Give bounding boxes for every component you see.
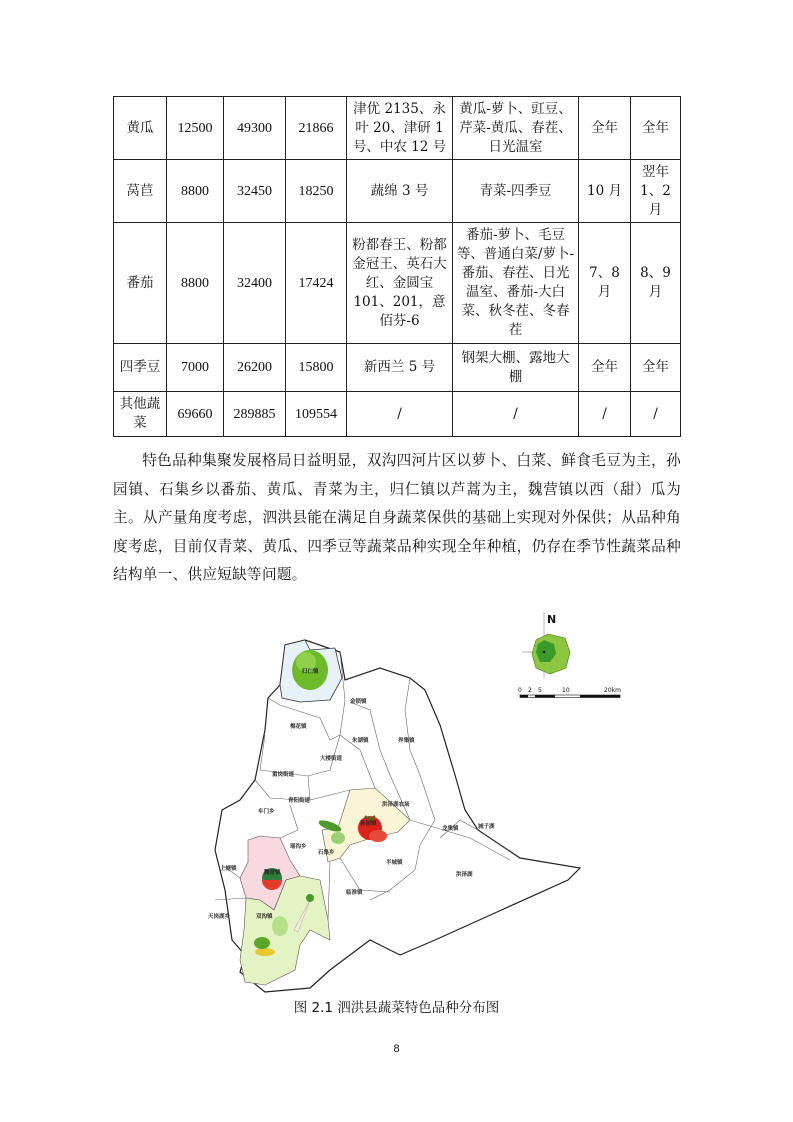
- table-row: [114, 97, 681, 160]
- cell-name: 番茄: [114, 223, 167, 344]
- north-arrow: [522, 612, 570, 678]
- scale-label-5: 5: [538, 687, 542, 694]
- cell-mode: 番茄-萝卜、毛豆等、普通白菜/萝卜-番茄、春茬、日光温室、番茄-大白菜、秋冬茬、冬春茬: [453, 223, 579, 344]
- scale-label-20km: 20km: [604, 687, 621, 694]
- table-row: [114, 223, 681, 344]
- cell-area: 69660: [167, 392, 224, 437]
- figure-caption: 图 2.1 泗洪县蔬菜特色品种分布图: [293, 1000, 500, 1016]
- scale-label-0: 0: [518, 687, 522, 694]
- cell-sow: 10 月: [579, 160, 631, 223]
- table-row: [114, 160, 681, 223]
- vegetable-table: [113, 96, 681, 437]
- cell-sow: 全年: [579, 97, 631, 160]
- scale-bar: [518, 687, 621, 698]
- cell-output: 26200: [224, 344, 286, 392]
- label-shangtang: 上塘镇: [220, 866, 237, 872]
- cell-name: 莴苣: [114, 160, 167, 223]
- cell-area: 7000: [167, 344, 224, 392]
- map-svg: [208, 600, 621, 990]
- label-jinsuo: 金锁镇: [350, 699, 367, 705]
- cell-mode: 黄瓜-萝卜、豇豆、芹菜-黄瓜、春茬、日光温室: [453, 97, 579, 160]
- cell-harvest: /: [631, 392, 681, 437]
- cell-supply: 18250: [286, 160, 347, 223]
- cell-mode: 青菜-四季豆: [453, 160, 579, 223]
- label-chengzihu: 城子湖: [478, 824, 495, 830]
- label-meihua: 梅花镇: [290, 724, 307, 730]
- label-yaogou: 瑶沟乡: [290, 844, 307, 850]
- label-bancheng: 半城镇: [386, 860, 403, 866]
- cell-output: 49300: [224, 97, 286, 160]
- cell-varieties: 蔬绵 3 号: [347, 160, 453, 223]
- label-hongzehu: 洪泽湖: [456, 872, 473, 878]
- cell-output: 32400: [224, 223, 286, 344]
- label-shiji: 石集乡: [318, 850, 335, 856]
- label-zhuhu: 朱湖镇: [352, 738, 369, 744]
- distribution-map: [208, 600, 621, 990]
- page-number: 8: [393, 1043, 400, 1055]
- cell-sow: /: [579, 392, 631, 437]
- cell-varieties: 新西兰 5 号: [347, 344, 453, 392]
- cell-area: 8800: [167, 223, 224, 344]
- cell-supply: 17424: [286, 223, 347, 344]
- label-tiangang: 天岗湖乡: [208, 914, 231, 920]
- label-guiren: 归仁镇: [302, 669, 319, 675]
- cell-harvest: 翌年 1、2 月: [631, 160, 681, 223]
- cell-output: 289885: [224, 392, 286, 437]
- cabbage-icon: [272, 916, 288, 936]
- label-linhuai: 临淮镇: [346, 890, 363, 896]
- cell-supply: 15800: [286, 344, 347, 392]
- cell-varieties: 粉都春王、粉都金冠王、英石大红、金圆宝 101、201，意佰芬-6: [347, 223, 453, 344]
- cell-area: 12500: [167, 97, 224, 160]
- label-jieji: 界集镇: [398, 738, 415, 744]
- cell-harvest: 8、9 月: [631, 223, 681, 344]
- paragraph-text: 特色品种集聚发展格局日益明显，双沟四河片区以萝卜、白菜、鲜食毛豆为主，孙园镇、石集乡以番茄、黄瓜、青菜为主，归仁镇以芦蒿为主，魏营镇以西（甜）瓜为主。从产量角度考虑，泗洪县能在满足自身蔬菜保供的基础上实现对外保供；从品种角度考虑，目前仅青菜、黄瓜、四季豆等蔬菜品种实现全年种植，仍存在季节性蔬菜品种结构单一、供应短缺等问题。: [113, 452, 681, 583]
- body-paragraph: [113, 447, 681, 590]
- cell-name: 四季豆: [114, 344, 167, 392]
- label-chemen: 车门乡: [258, 809, 275, 815]
- cell-varieties: 津优 2135、永叶 20、津研 1 号、中农 12 号: [347, 97, 453, 160]
- label-sunyuan: 孙园镇: [360, 821, 377, 827]
- cell-name: 其他蔬菜: [114, 392, 167, 437]
- cell-mode: /: [453, 392, 579, 437]
- label-shuanggou: 双沟镇: [256, 914, 273, 920]
- cell-supply: 21866: [286, 97, 347, 160]
- north-label: N: [547, 613, 557, 626]
- cell-supply: 109554: [286, 392, 347, 437]
- label-longji: 龙集镇: [442, 826, 459, 832]
- table-row: [114, 344, 681, 392]
- label-qingyang: 青阳街道: [288, 798, 311, 804]
- cell-harvest: 全年: [631, 344, 681, 392]
- cell-output: 32450: [224, 160, 286, 223]
- scale-label-2: 2: [528, 687, 532, 694]
- cell-harvest: 全年: [631, 97, 681, 160]
- label-chonggang: 重岗街道: [272, 772, 295, 778]
- label-weiying: 魏营镇: [264, 870, 281, 876]
- table-row: [114, 392, 681, 437]
- scale-label-10: 10: [562, 687, 570, 694]
- cell-sow: 7、8 月: [579, 223, 631, 344]
- cell-area: 8800: [167, 160, 224, 223]
- cell-name: 黄瓜: [114, 97, 167, 160]
- cell-sow: 全年: [579, 344, 631, 392]
- label-farm: 洪泽湖农场: [382, 802, 410, 808]
- cell-mode: 钢架大棚、露地大棚: [453, 344, 579, 392]
- label-dalou: 大楼街道: [320, 756, 343, 762]
- cell-varieties: /: [347, 392, 453, 437]
